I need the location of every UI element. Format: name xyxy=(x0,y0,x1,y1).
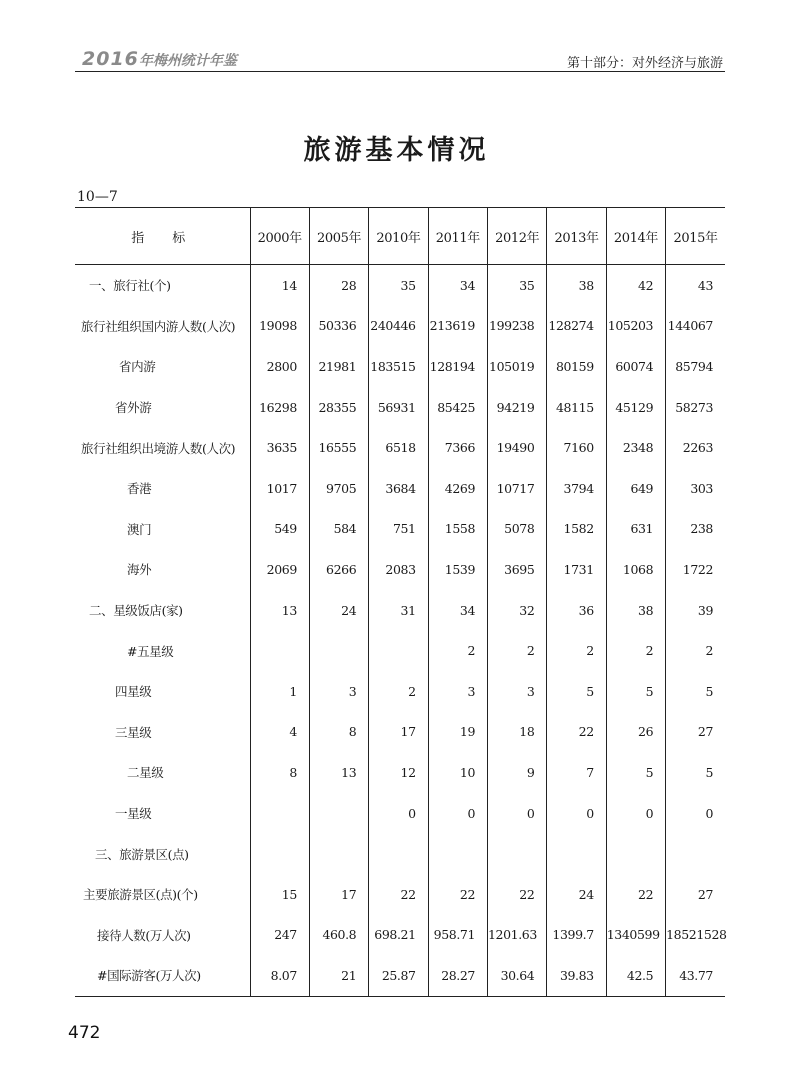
table-cell xyxy=(606,833,665,874)
table-cell: 751 xyxy=(369,509,428,550)
table-cell: 10717 xyxy=(488,468,547,509)
row-label: #国际游客(万人次) xyxy=(75,955,250,996)
table-cell: 128274 xyxy=(547,306,606,347)
table-cell: 0 xyxy=(606,793,665,834)
table-cell: 1340599 xyxy=(606,915,665,956)
table-cell: 80159 xyxy=(547,346,606,387)
table-cell: 14 xyxy=(250,265,309,306)
table-cell: 4 xyxy=(250,712,309,753)
header-year: 2000年 xyxy=(250,208,309,265)
header-year: 2010年 xyxy=(369,208,428,265)
row-label: 省内游 xyxy=(119,359,156,375)
table-cell: 3 xyxy=(309,671,368,712)
header-indicator: 指标 xyxy=(75,208,250,265)
table-cell: 238 xyxy=(666,509,725,550)
table-cell: 303 xyxy=(666,468,725,509)
table-cell: 2069 xyxy=(250,549,309,590)
row-label: 三、旅游景区(点) xyxy=(95,846,189,862)
table-cell: 56931 xyxy=(369,387,428,428)
table-cell: 5 xyxy=(606,752,665,793)
table-cell: 1 xyxy=(250,671,309,712)
table-cell: 27 xyxy=(666,874,725,915)
table-cell: 22 xyxy=(606,874,665,915)
table-cell: 19490 xyxy=(488,427,547,468)
table-cell: 85794 xyxy=(666,346,725,387)
table-cell: 18521528 xyxy=(666,915,725,956)
header-year: 2015年 xyxy=(666,208,725,265)
table-cell: 27 xyxy=(666,712,725,753)
row-label: 一、旅行社(个) xyxy=(89,278,171,294)
table-cell: 24 xyxy=(309,590,368,631)
table-cell: 32 xyxy=(488,590,547,631)
table-cell xyxy=(250,630,309,671)
table-cell: 6518 xyxy=(369,427,428,468)
table-cell: 34 xyxy=(428,265,487,306)
table-cell: 25.87 xyxy=(369,955,428,996)
table-cell xyxy=(250,793,309,834)
table-cell xyxy=(250,833,309,874)
header-year: 2005年 xyxy=(309,208,368,265)
table-cell: 8.07 xyxy=(250,955,309,996)
table-row xyxy=(75,590,725,631)
page-title: 旅游基本情况 xyxy=(303,135,490,166)
table-cell: 7 xyxy=(547,752,606,793)
table-cell: 18 xyxy=(488,712,547,753)
table-cell: 1201.63 xyxy=(488,915,547,956)
table-cell: 60074 xyxy=(606,346,665,387)
table-row xyxy=(75,752,725,793)
table-cell xyxy=(369,833,428,874)
row-label: 海外 xyxy=(127,562,152,578)
table-cell: 2083 xyxy=(369,549,428,590)
table-cell: 144067 xyxy=(666,306,725,347)
table-cell: 1722 xyxy=(666,549,725,590)
table-cell: 13 xyxy=(250,590,309,631)
row-label: 二星级 xyxy=(127,765,164,781)
table-cell: 12 xyxy=(369,752,428,793)
table-cell: 3684 xyxy=(369,468,428,509)
table-row xyxy=(75,346,725,387)
table-row xyxy=(75,509,725,550)
table-cell: 240446 xyxy=(369,306,428,347)
table-cell: 5 xyxy=(666,671,725,712)
table-cell: 0 xyxy=(488,793,547,834)
table-cell: 1539 xyxy=(428,549,487,590)
table-cell: 5078 xyxy=(488,509,547,550)
table-cell: 24 xyxy=(547,874,606,915)
table-cell xyxy=(666,833,725,874)
table-cell xyxy=(309,630,368,671)
table-cell: 7160 xyxy=(547,427,606,468)
table-cell xyxy=(369,630,428,671)
row-label: 旅行社组织出境游人数(人次) xyxy=(81,440,236,456)
table-cell: 9 xyxy=(488,752,547,793)
table-row xyxy=(75,793,725,834)
table-cell: 43.77 xyxy=(666,955,725,996)
table-cell: 2348 xyxy=(606,427,665,468)
tourism-table xyxy=(75,207,725,997)
table-cell: 3794 xyxy=(547,468,606,509)
table-cell xyxy=(428,833,487,874)
table-cell: 105203 xyxy=(606,306,665,347)
table-cell: 28 xyxy=(309,265,368,306)
row-label: 接待人数(万人次) xyxy=(97,927,191,943)
yearbook-year: 2016 xyxy=(82,48,139,70)
table-cell: 45129 xyxy=(606,387,665,428)
table-cell: 698.21 xyxy=(369,915,428,956)
table-cell: 1731 xyxy=(547,549,606,590)
table-cell: 549 xyxy=(250,509,309,550)
table-cell: 19098 xyxy=(250,306,309,347)
table-cell: 10 xyxy=(428,752,487,793)
row-label: 三星级 xyxy=(115,724,152,740)
table-cell: 2 xyxy=(547,630,606,671)
table-cell: 21981 xyxy=(309,346,368,387)
table-cell: 1558 xyxy=(428,509,487,550)
table-cell: 17 xyxy=(369,712,428,753)
row-label: 省外游 xyxy=(115,400,152,416)
table-row xyxy=(75,833,725,874)
table-cell: 5 xyxy=(606,671,665,712)
row-label: 旅行社组织国内游人数(人次) xyxy=(81,318,236,334)
table-cell xyxy=(309,833,368,874)
table-row xyxy=(75,630,725,671)
table-cell: 2 xyxy=(369,671,428,712)
yearbook-name: 年梅州统计年鉴 xyxy=(138,53,237,69)
table-cell: 8 xyxy=(250,752,309,793)
table-cell: 2263 xyxy=(666,427,725,468)
table-cell: 42.5 xyxy=(606,955,665,996)
table-cell: 48115 xyxy=(547,387,606,428)
table-cell: 631 xyxy=(606,509,665,550)
header-year: 2011年 xyxy=(428,208,487,265)
row-label: 主要旅游景区(点)(个) xyxy=(83,887,198,903)
table-cell: 2 xyxy=(606,630,665,671)
table-cell: 1017 xyxy=(250,468,309,509)
table-cell: 1068 xyxy=(606,549,665,590)
table-row xyxy=(75,265,725,306)
table-cell: 213619 xyxy=(428,306,487,347)
table-cell: 35 xyxy=(488,265,547,306)
table-cell: 247 xyxy=(250,915,309,956)
table-cell: 2 xyxy=(428,630,487,671)
table-cell: 85425 xyxy=(428,387,487,428)
table-cell: 34 xyxy=(428,590,487,631)
table-cell xyxy=(309,793,368,834)
table-cell: 22 xyxy=(369,874,428,915)
table-cell: 39 xyxy=(666,590,725,631)
table-cell: 19 xyxy=(428,712,487,753)
table-cell: 16298 xyxy=(250,387,309,428)
table-cell: 3 xyxy=(488,671,547,712)
table-row xyxy=(75,712,725,753)
table-cell: 58273 xyxy=(666,387,725,428)
table-row xyxy=(75,671,725,712)
table-cell: 31 xyxy=(369,590,428,631)
header-year: 2013年 xyxy=(547,208,606,265)
row-label: 四星级 xyxy=(115,684,152,700)
table-cell: 584 xyxy=(309,509,368,550)
table-cell: 43 xyxy=(666,265,725,306)
table-cell: 21 xyxy=(309,955,368,996)
table-cell: 3 xyxy=(428,671,487,712)
table-row xyxy=(75,915,725,956)
table-cell: 6266 xyxy=(309,549,368,590)
table-cell: 50336 xyxy=(309,306,368,347)
table-cell: 199238 xyxy=(488,306,547,347)
table-cell: 17 xyxy=(309,874,368,915)
table-cell: 3695 xyxy=(488,549,547,590)
table-cell: 38 xyxy=(606,590,665,631)
table-cell: 0 xyxy=(547,793,606,834)
table-row xyxy=(75,955,725,996)
table-cell: 2 xyxy=(666,630,725,671)
table-cell: 1582 xyxy=(547,509,606,550)
table-cell: 0 xyxy=(369,793,428,834)
table-cell: 183515 xyxy=(369,346,428,387)
page-number: 472 xyxy=(68,1023,101,1043)
header-rule xyxy=(75,71,725,72)
table-cell: 42 xyxy=(606,265,665,306)
table-cell: 28.27 xyxy=(428,955,487,996)
table-row xyxy=(75,874,725,915)
yearbook-title xyxy=(82,48,237,70)
table-cell: 0 xyxy=(666,793,725,834)
table-row xyxy=(75,427,725,468)
section-title: 第十部分：对外经济与旅游 xyxy=(566,56,723,71)
table-cell: 3635 xyxy=(250,427,309,468)
table-cell: 38 xyxy=(547,265,606,306)
table-cell: 1399.7 xyxy=(547,915,606,956)
table-cell: 22 xyxy=(547,712,606,753)
header-year: 2014年 xyxy=(606,208,665,265)
table-row xyxy=(75,468,725,509)
table-row xyxy=(75,549,725,590)
page-header xyxy=(0,0,793,72)
table-cell: 5 xyxy=(547,671,606,712)
table-cell: 4269 xyxy=(428,468,487,509)
row-label: 二、星级饭店(家) xyxy=(89,603,183,619)
table-cell: 649 xyxy=(606,468,665,509)
table-cell: 94219 xyxy=(488,387,547,428)
table-cell: 16555 xyxy=(309,427,368,468)
table-cell: 105019 xyxy=(488,346,547,387)
table-cell: 8 xyxy=(309,712,368,753)
table-cell: 2800 xyxy=(250,346,309,387)
table-row xyxy=(75,306,725,347)
table-cell: 2 xyxy=(488,630,547,671)
table-row xyxy=(75,387,725,428)
table-cell: 35 xyxy=(369,265,428,306)
table-cell: 22 xyxy=(428,874,487,915)
table-header-row xyxy=(75,208,725,265)
table-cell: 36 xyxy=(547,590,606,631)
table-cell: 13 xyxy=(309,752,368,793)
table-cell: 30.64 xyxy=(488,955,547,996)
table-cell: 28355 xyxy=(309,387,368,428)
table-cell: 128194 xyxy=(428,346,487,387)
table-cell: 26 xyxy=(606,712,665,753)
table-cell: 22 xyxy=(488,874,547,915)
table-cell: 7366 xyxy=(428,427,487,468)
table-cell: 958.71 xyxy=(428,915,487,956)
row-label: 一星级 xyxy=(115,806,152,822)
table-cell: 460.8 xyxy=(309,915,368,956)
table-cell xyxy=(547,833,606,874)
table-cell: 0 xyxy=(428,793,487,834)
table-cell: 9705 xyxy=(309,468,368,509)
row-label: 澳门 xyxy=(127,521,152,537)
table-cell: 39.83 xyxy=(547,955,606,996)
row-label: #五星级 xyxy=(127,643,174,659)
table-cell: 5 xyxy=(666,752,725,793)
row-label: 香港 xyxy=(127,481,152,497)
table-cell xyxy=(488,833,547,874)
header-year: 2012年 xyxy=(488,208,547,265)
table-code: 10—7 xyxy=(77,189,118,205)
table-cell: 15 xyxy=(250,874,309,915)
